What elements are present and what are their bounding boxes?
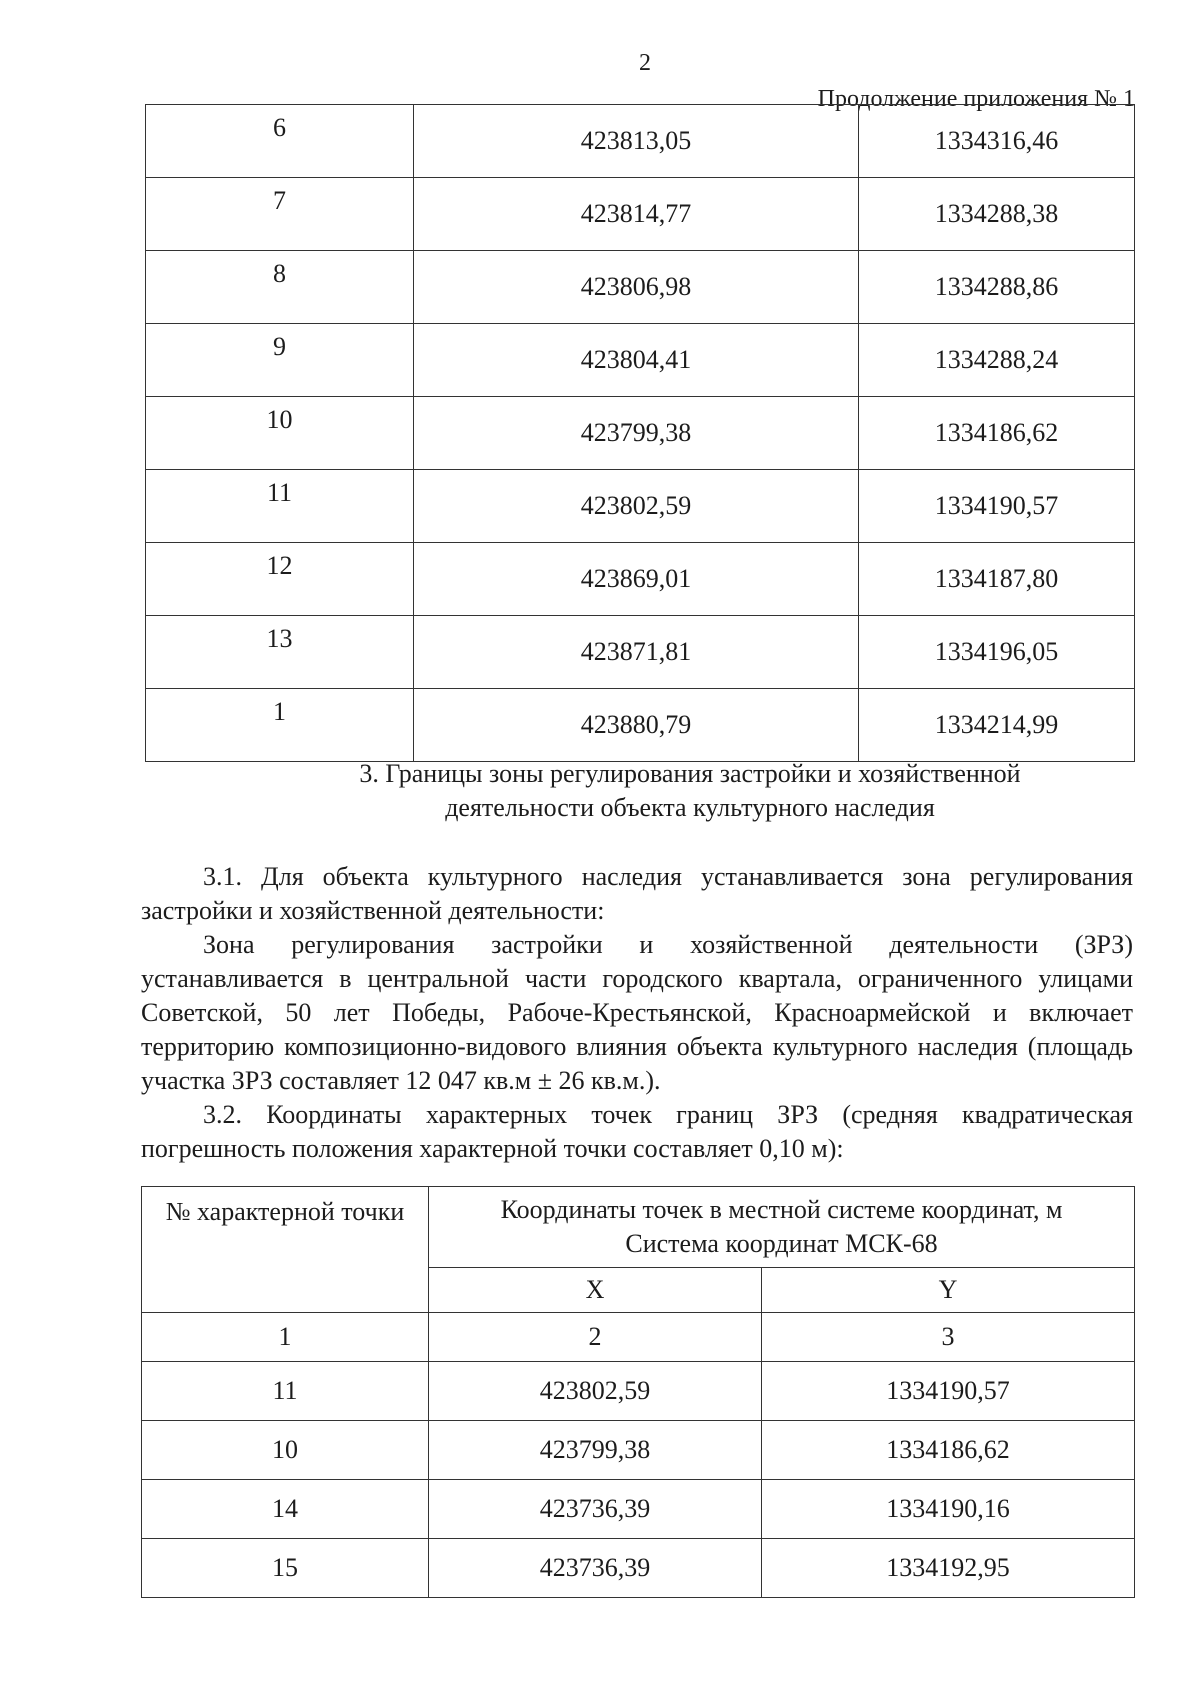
coordinates-table-continued: [145, 104, 1135, 762]
coord-y: 1334288,38: [859, 178, 1135, 251]
paragraph-3-2: [141, 1098, 1133, 1166]
point-number: 12: [146, 543, 414, 616]
table-row: [146, 543, 1135, 616]
header-coordinates-line: Координаты точек в местной системе координат, м: [500, 1195, 1063, 1224]
coord-y: 1334190,57: [762, 1362, 1135, 1421]
coord-y: 1334214,99: [859, 689, 1135, 762]
coord-x: 423802,59: [414, 470, 859, 543]
point-number: 6: [146, 105, 414, 178]
point-number: 10: [142, 1421, 429, 1480]
header-y: Y: [762, 1268, 1135, 1313]
table-row: [146, 397, 1135, 470]
point-number: 11: [142, 1362, 429, 1421]
column-index: 2: [429, 1313, 762, 1362]
coord-y: 1334190,57: [859, 470, 1135, 543]
zrz-coordinates-table: [141, 1186, 1135, 1598]
section-heading-line: 3. Границы зоны регулирования застройки и хозяйственной: [359, 759, 1021, 788]
table-row: [146, 178, 1135, 251]
point-number: 1: [146, 689, 414, 762]
coord-x: 423871,81: [414, 616, 859, 689]
table-row: [146, 324, 1135, 397]
header-point-number: № характерной точки: [142, 1187, 429, 1313]
table-row: [142, 1480, 1135, 1539]
coord-y: 1334190,16: [762, 1480, 1135, 1539]
point-number: 7: [146, 178, 414, 251]
table-row: [146, 616, 1135, 689]
header-x: X: [429, 1268, 762, 1313]
coord-y: 1334187,80: [859, 543, 1135, 616]
page-number: 2: [639, 50, 651, 76]
column-index: 1: [142, 1313, 429, 1362]
section-heading-line: деятельности объекта культурного наследия: [445, 793, 935, 822]
table-row: [146, 689, 1135, 762]
coord-x: 423813,05: [414, 105, 859, 178]
coord-x: 423869,01: [414, 543, 859, 616]
coord-y: 1334186,62: [762, 1421, 1135, 1480]
section-heading: [190, 757, 1190, 825]
point-number: 9: [146, 324, 414, 397]
point-number: 10: [146, 397, 414, 470]
table-index-row: [142, 1313, 1135, 1362]
coord-y: 1334288,86: [859, 251, 1135, 324]
table-row: [142, 1539, 1135, 1598]
table-row: [142, 1362, 1135, 1421]
point-number: 13: [146, 616, 414, 689]
paragraph-zone-description: [141, 928, 1133, 1098]
coord-x: 423799,38: [414, 397, 859, 470]
table-row: [146, 470, 1135, 543]
coord-y: 1334192,95: [762, 1539, 1135, 1598]
coord-x: 423804,41: [414, 324, 859, 397]
table-row: [146, 105, 1135, 178]
continuation-label: Продолжение приложения № 1: [817, 86, 1135, 112]
point-number: 15: [142, 1539, 429, 1598]
table-header-row: [142, 1187, 1135, 1268]
point-number: 11: [146, 470, 414, 543]
coord-x: 423799,38: [429, 1421, 762, 1480]
header-coordinates-line: Система координат МСК-68: [625, 1229, 938, 1258]
header-coordinates: [429, 1187, 1135, 1268]
coord-y: 1334316,46: [859, 105, 1135, 178]
table-row: [146, 251, 1135, 324]
coord-x: 423802,59: [429, 1362, 762, 1421]
coord-x: 423736,39: [429, 1480, 762, 1539]
paragraph-text: 3.1. Для объекта культурного наследия устанавливается зона регулирования застройки и хозяйственной деятельности:: [141, 862, 1133, 925]
coord-x: 423880,79: [414, 689, 859, 762]
column-index: 3: [762, 1313, 1135, 1362]
coord-y: 1334196,05: [859, 616, 1135, 689]
point-number: 14: [142, 1480, 429, 1539]
coord-x: 423806,98: [414, 251, 859, 324]
point-number: 8: [146, 251, 414, 324]
table-row: [142, 1421, 1135, 1480]
paragraph-text: 3.2. Координаты характерных точек границ ЗРЗ (средняя квадратическая погрешность положения характерной точки составляет 0,10 м):: [141, 1100, 1133, 1163]
paragraph-3-1: [141, 860, 1133, 928]
coord-y: 1334186,62: [859, 397, 1135, 470]
paragraph-text: Зона регулирования застройки и хозяйственной деятельности (ЗРЗ) устанавливается в центральной части городского квартала, ограниченного улицами Советской, 50 лет Победы, Рабоче-Крестьянской, Красноармейской и включает территорию композиционно-видового влияния объекта культурного наследия (площадь участка ЗРЗ составляет 12 047 кв.м ± 26 кв.м.).: [141, 930, 1133, 1095]
coord-x: 423814,77: [414, 178, 859, 251]
coord-x: 423736,39: [429, 1539, 762, 1598]
coord-y: 1334288,24: [859, 324, 1135, 397]
